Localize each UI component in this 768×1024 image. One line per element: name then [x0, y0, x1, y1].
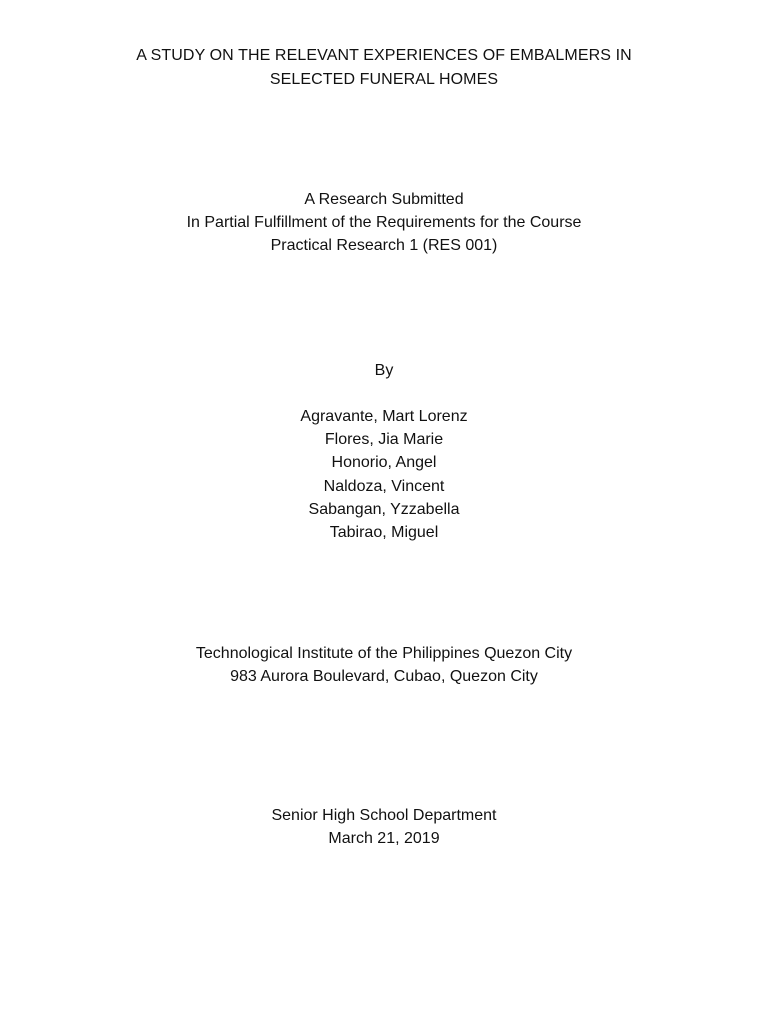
author-name: Honorio, Angel — [331, 454, 437, 471]
institution-address: 983 Aurora Boulevard, Cubao, Quezon City — [230, 668, 538, 685]
date: March 21, 2019 — [328, 830, 440, 847]
title-line-2: SELECTED FUNERAL HOMES — [269, 71, 499, 88]
institution-name: Technological Institute of the Philippines Quezon City — [195, 645, 573, 662]
title-line-1: A STUDY ON THE RELEVANT EXPERIENCES OF EMBALMERS IN — [136, 47, 632, 64]
submission-line-1: A Research Submitted — [304, 191, 464, 208]
by-label: By — [374, 362, 394, 379]
author-name: Naldoza, Vincent — [323, 478, 445, 495]
author-name: Flores, Jia Marie — [324, 431, 444, 448]
submission-line-2: In Partial Fulfillment of the Requirements for the Course — [186, 214, 582, 231]
author-name: Agravante, Mart Lorenz — [300, 408, 468, 425]
department: Senior High School Department — [271, 807, 497, 824]
submission-line-3: Practical Research 1 (RES 001) — [270, 237, 498, 254]
author-name: Sabangan, Yzzabella — [308, 501, 460, 518]
author-name: Tabirao, Miguel — [329, 524, 439, 541]
